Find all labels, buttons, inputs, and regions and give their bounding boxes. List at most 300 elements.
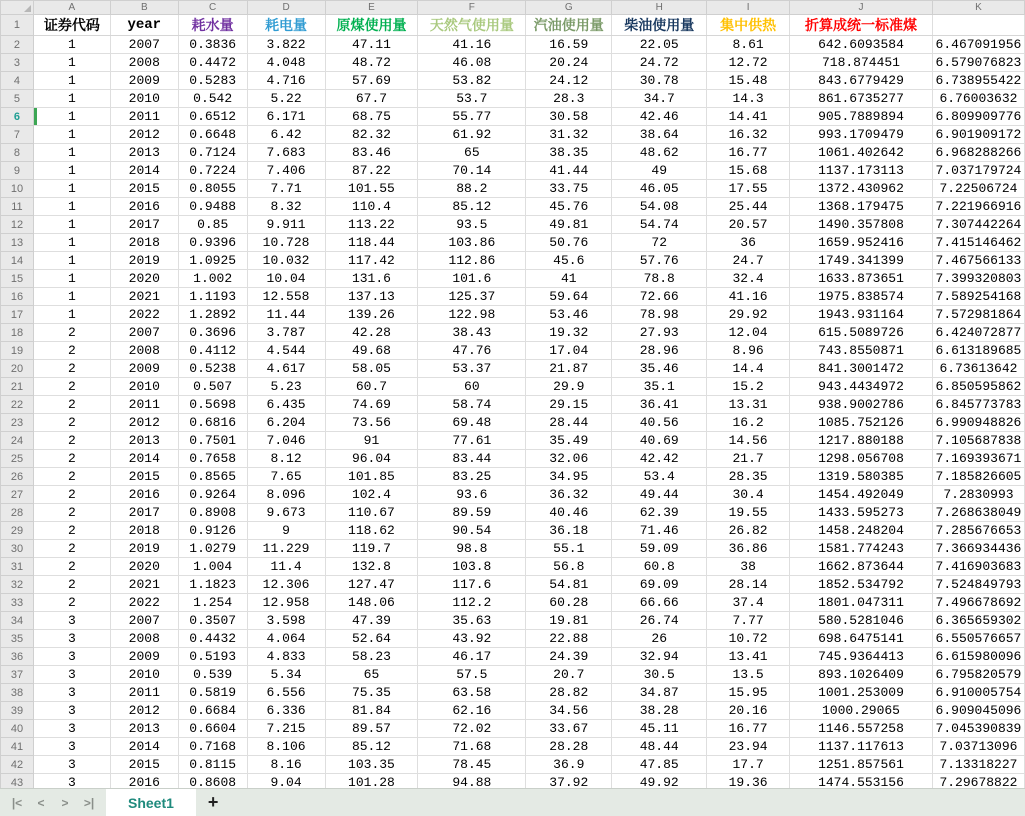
cell[interactable]: 34.7 (612, 90, 707, 108)
prev-sheet-icon[interactable]: < (37, 795, 45, 810)
cell[interactable]: 1 (33, 288, 110, 306)
cell[interactable]: 32.4 (707, 270, 790, 288)
cell[interactable]: 47.76 (418, 342, 526, 360)
cell[interactable]: 9.04 (247, 774, 325, 789)
cell[interactable]: 4.064 (247, 630, 325, 648)
cell[interactable]: 31.32 (526, 126, 612, 144)
cell[interactable]: 35.1 (612, 378, 707, 396)
cell[interactable]: 59.64 (526, 288, 612, 306)
row-header-37[interactable]: 37 (1, 666, 34, 684)
cell[interactable]: 15.2 (707, 378, 790, 396)
cell[interactable]: 19.81 (526, 612, 612, 630)
field-header-cell[interactable]: 柴油使用量 (612, 15, 707, 36)
cell[interactable]: 137.13 (325, 288, 418, 306)
cell[interactable]: 117.42 (325, 252, 418, 270)
cell[interactable]: 41.16 (418, 36, 526, 54)
column-header-f[interactable]: F (418, 1, 526, 15)
cell[interactable]: 0.507 (178, 378, 247, 396)
cell[interactable]: 0.3507 (178, 612, 247, 630)
cell[interactable]: 23.94 (707, 738, 790, 756)
row-header-36[interactable]: 36 (1, 648, 34, 666)
cell[interactable]: 2 (33, 522, 110, 540)
cell[interactable]: 0.7168 (178, 738, 247, 756)
cell[interactable]: 6.336 (247, 702, 325, 720)
cell[interactable]: 81.84 (325, 702, 418, 720)
cell[interactable]: 28.35 (707, 468, 790, 486)
cell[interactable]: 7.105687838 (932, 432, 1024, 450)
cell[interactable]: 0.6684 (178, 702, 247, 720)
cell[interactable]: 73.56 (325, 414, 418, 432)
cell[interactable]: 3 (33, 720, 110, 738)
cell[interactable]: 52.64 (325, 630, 418, 648)
cell[interactable]: 2015 (110, 180, 178, 198)
cell[interactable]: 59.09 (612, 540, 707, 558)
add-sheet-button[interactable]: + (207, 792, 219, 812)
cell[interactable]: 7.22506724 (932, 180, 1024, 198)
cell[interactable]: 5.23 (247, 378, 325, 396)
cell[interactable]: 1975.838574 (790, 288, 933, 306)
cell[interactable]: 53.7 (418, 90, 526, 108)
cell[interactable]: 122.98 (418, 306, 526, 324)
cell[interactable]: 16.32 (707, 126, 790, 144)
cell[interactable]: 10.72 (707, 630, 790, 648)
row-header-21[interactable]: 21 (1, 378, 34, 396)
cell[interactable]: 37.92 (526, 774, 612, 789)
cell[interactable]: 132.8 (325, 558, 418, 576)
cell[interactable]: 13.31 (707, 396, 790, 414)
row-header-5[interactable]: 5 (1, 90, 34, 108)
cell[interactable]: 19.55 (707, 504, 790, 522)
cell[interactable]: 127.47 (325, 576, 418, 594)
row-header-25[interactable]: 25 (1, 450, 34, 468)
cell[interactable]: 33.67 (526, 720, 612, 738)
cell[interactable]: 6.171 (247, 108, 325, 126)
cell[interactable]: 53.82 (418, 72, 526, 90)
cell[interactable]: 6.809909776 (932, 108, 1024, 126)
cell[interactable]: 28.44 (526, 414, 612, 432)
row-header-10[interactable]: 10 (1, 180, 34, 198)
cell[interactable]: 60 (418, 378, 526, 396)
row-header-8[interactable]: 8 (1, 144, 34, 162)
cell[interactable]: 48.44 (612, 738, 707, 756)
cell[interactable]: 53.46 (526, 306, 612, 324)
cell[interactable]: 7.13318227 (932, 756, 1024, 774)
cell[interactable]: 24.12 (526, 72, 612, 90)
cell[interactable]: 7.366934436 (932, 540, 1024, 558)
cell[interactable]: 938.9002786 (790, 396, 933, 414)
cell[interactable]: 7.268638049 (932, 504, 1024, 522)
cell[interactable]: 0.8055 (178, 180, 247, 198)
field-header-cell[interactable]: 汽油使用量 (526, 15, 612, 36)
cell[interactable]: 110.67 (325, 504, 418, 522)
cell[interactable]: 7.77 (707, 612, 790, 630)
cell[interactable]: 1454.492049 (790, 486, 933, 504)
cell[interactable]: 5.34 (247, 666, 325, 684)
cell[interactable]: 0.8908 (178, 504, 247, 522)
cell[interactable]: 2 (33, 432, 110, 450)
cell[interactable]: 10.04 (247, 270, 325, 288)
cell[interactable]: 3 (33, 630, 110, 648)
row-header-11[interactable]: 11 (1, 198, 34, 216)
field-header-cell[interactable]: 证券代码 (33, 15, 110, 36)
cell[interactable]: 2009 (110, 72, 178, 90)
cell[interactable]: 7.29678822 (932, 774, 1024, 789)
cell[interactable]: 36.41 (612, 396, 707, 414)
cell[interactable]: 2014 (110, 738, 178, 756)
cell[interactable]: 9.673 (247, 504, 325, 522)
cell[interactable]: 28.82 (526, 684, 612, 702)
column-header-b[interactable]: B (110, 1, 178, 15)
cell[interactable]: 1474.553156 (790, 774, 933, 789)
cell[interactable]: 2015 (110, 468, 178, 486)
cell[interactable]: 14.4 (707, 360, 790, 378)
cell[interactable]: 72 (612, 234, 707, 252)
cell[interactable]: 7.524849793 (932, 576, 1024, 594)
cell[interactable]: 103.35 (325, 756, 418, 774)
cell[interactable]: 0.3836 (178, 36, 247, 54)
cell[interactable]: 2020 (110, 270, 178, 288)
cell[interactable]: 2 (33, 378, 110, 396)
cell[interactable]: 2011 (110, 684, 178, 702)
cell[interactable]: 2016 (110, 486, 178, 504)
cell[interactable]: 2 (33, 396, 110, 414)
row-header-14[interactable]: 14 (1, 252, 34, 270)
cell[interactable]: 2013 (110, 720, 178, 738)
cell[interactable]: 70.14 (418, 162, 526, 180)
cell[interactable]: 58.74 (418, 396, 526, 414)
cell[interactable]: 3 (33, 756, 110, 774)
cell[interactable]: 7.71 (247, 180, 325, 198)
cell[interactable]: 2016 (110, 198, 178, 216)
cell[interactable]: 3 (33, 738, 110, 756)
cell[interactable]: 57.76 (612, 252, 707, 270)
cell[interactable]: 6.467091956 (932, 36, 1024, 54)
cell[interactable]: 2007 (110, 36, 178, 54)
cell[interactable]: 85.12 (418, 198, 526, 216)
cell[interactable]: 1 (33, 162, 110, 180)
cell[interactable]: 40.56 (612, 414, 707, 432)
cell[interactable]: 2020 (110, 558, 178, 576)
next-sheet-icon[interactable]: > (61, 795, 69, 810)
cell[interactable]: 642.6093584 (790, 36, 933, 54)
cell[interactable]: 7.285676653 (932, 522, 1024, 540)
cell[interactable]: 0.7658 (178, 450, 247, 468)
cell[interactable]: 1 (33, 90, 110, 108)
cell[interactable]: 4.617 (247, 360, 325, 378)
cell[interactable]: 841.3001472 (790, 360, 933, 378)
select-all-corner[interactable] (1, 1, 34, 15)
cell[interactable]: 1061.402642 (790, 144, 933, 162)
row-header-33[interactable]: 33 (1, 594, 34, 612)
cell[interactable]: 42.46 (612, 108, 707, 126)
cell[interactable]: 1749.341399 (790, 252, 933, 270)
row-header-6[interactable]: 6 (1, 108, 34, 126)
cell[interactable]: 1 (33, 180, 110, 198)
cell[interactable]: 6.738955422 (932, 72, 1024, 90)
cell[interactable]: 20.7 (526, 666, 612, 684)
cell[interactable]: 47.11 (325, 36, 418, 54)
cell[interactable]: 0.5283 (178, 72, 247, 90)
row-header-31[interactable]: 31 (1, 558, 34, 576)
row-header-40[interactable]: 40 (1, 720, 34, 738)
field-header-cell[interactable]: year (110, 15, 178, 36)
cell[interactable]: 0.8115 (178, 756, 247, 774)
cell[interactable]: 60.28 (526, 594, 612, 612)
last-sheet-icon[interactable]: >| (83, 795, 95, 810)
cell[interactable]: 5.22 (247, 90, 325, 108)
cell[interactable]: 1 (33, 234, 110, 252)
cell[interactable]: 28.3 (526, 90, 612, 108)
cell[interactable]: 6.435 (247, 396, 325, 414)
row-header-20[interactable]: 20 (1, 360, 34, 378)
column-header-k[interactable]: K (932, 1, 1024, 15)
cell[interactable]: 1.1823 (178, 576, 247, 594)
cell[interactable]: 69.48 (418, 414, 526, 432)
row-header-41[interactable]: 41 (1, 738, 34, 756)
field-header-cell[interactable]: 集中供热 (707, 15, 790, 36)
cell[interactable]: 26.82 (707, 522, 790, 540)
cell[interactable]: 2 (33, 450, 110, 468)
row-header-9[interactable]: 9 (1, 162, 34, 180)
cell[interactable]: 54.74 (612, 216, 707, 234)
cell[interactable]: 69.09 (612, 576, 707, 594)
cell[interactable]: 0.8565 (178, 468, 247, 486)
cell[interactable]: 6.73613642 (932, 360, 1024, 378)
cell[interactable]: 943.4434972 (790, 378, 933, 396)
cell[interactable]: 1137.117613 (790, 738, 933, 756)
cell[interactable]: 56.8 (526, 558, 612, 576)
cell[interactable]: 0.7224 (178, 162, 247, 180)
field-header-cell[interactable] (932, 15, 1024, 36)
cell[interactable]: 6.901909172 (932, 126, 1024, 144)
cell[interactable]: 67.7 (325, 90, 418, 108)
cell[interactable]: 62.39 (612, 504, 707, 522)
cell[interactable]: 2008 (110, 342, 178, 360)
cell[interactable]: 29.15 (526, 396, 612, 414)
cell[interactable]: 2 (33, 360, 110, 378)
cell[interactable]: 30.4 (707, 486, 790, 504)
cell[interactable]: 110.4 (325, 198, 418, 216)
cell[interactable]: 7.215 (247, 720, 325, 738)
cell[interactable]: 3 (33, 774, 110, 789)
cell[interactable]: 2018 (110, 522, 178, 540)
column-header-d[interactable]: D (247, 1, 325, 15)
row-header-12[interactable]: 12 (1, 216, 34, 234)
row-header-24[interactable]: 24 (1, 432, 34, 450)
cell[interactable]: 101.28 (325, 774, 418, 789)
cell[interactable]: 698.6475141 (790, 630, 933, 648)
cell[interactable]: 7.221966916 (932, 198, 1024, 216)
row-header-35[interactable]: 35 (1, 630, 34, 648)
cell[interactable]: 42.42 (612, 450, 707, 468)
cell[interactable]: 88.2 (418, 180, 526, 198)
cell[interactable]: 6.556 (247, 684, 325, 702)
cell[interactable]: 1137.173113 (790, 162, 933, 180)
cell[interactable]: 7.046 (247, 432, 325, 450)
cell[interactable]: 43.92 (418, 630, 526, 648)
cell[interactable]: 6.424072877 (932, 324, 1024, 342)
cell[interactable]: 13.5 (707, 666, 790, 684)
cell[interactable]: 36.32 (526, 486, 612, 504)
row-header-13[interactable]: 13 (1, 234, 34, 252)
row-header-7[interactable]: 7 (1, 126, 34, 144)
cell[interactable]: 53.4 (612, 468, 707, 486)
cell[interactable]: 1368.179475 (790, 198, 933, 216)
cell[interactable]: 718.874451 (790, 54, 933, 72)
cell[interactable]: 38.28 (612, 702, 707, 720)
cell[interactable]: 11.229 (247, 540, 325, 558)
cell[interactable]: 33.75 (526, 180, 612, 198)
cell[interactable]: 60.7 (325, 378, 418, 396)
cell[interactable]: 48.62 (612, 144, 707, 162)
cell[interactable]: 131.6 (325, 270, 418, 288)
cell[interactable]: 2011 (110, 396, 178, 414)
cell[interactable]: 22.05 (612, 36, 707, 54)
column-header-c[interactable]: C (178, 1, 247, 15)
cell[interactable]: 30.5 (612, 666, 707, 684)
row-header-16[interactable]: 16 (1, 288, 34, 306)
cell[interactable]: 78.8 (612, 270, 707, 288)
cell[interactable]: 8.96 (707, 342, 790, 360)
cell[interactable]: 1433.595273 (790, 504, 933, 522)
cell[interactable]: 8.106 (247, 738, 325, 756)
cell[interactable]: 2013 (110, 432, 178, 450)
cell[interactable]: 4.833 (247, 648, 325, 666)
cell[interactable]: 1659.952416 (790, 234, 933, 252)
cell[interactable]: 1943.931164 (790, 306, 933, 324)
cell[interactable]: 36.9 (526, 756, 612, 774)
cell[interactable]: 14.3 (707, 90, 790, 108)
cell[interactable]: 580.5281046 (790, 612, 933, 630)
cell[interactable]: 68.75 (325, 108, 418, 126)
row-header-19[interactable]: 19 (1, 342, 34, 360)
cell[interactable]: 93.6 (418, 486, 526, 504)
cell[interactable]: 993.1709479 (790, 126, 933, 144)
cell[interactable]: 46.05 (612, 180, 707, 198)
cell[interactable]: 35.46 (612, 360, 707, 378)
cell[interactable]: 0.539 (178, 666, 247, 684)
cell[interactable]: 112.2 (418, 594, 526, 612)
cell[interactable]: 125.37 (418, 288, 526, 306)
cell[interactable]: 7.185826605 (932, 468, 1024, 486)
cell[interactable]: 0.7124 (178, 144, 247, 162)
column-header-g[interactable]: G (526, 1, 612, 15)
cell[interactable]: 66.66 (612, 594, 707, 612)
cell[interactable]: 6.76003632 (932, 90, 1024, 108)
cell[interactable]: 6.550576657 (932, 630, 1024, 648)
cell[interactable]: 2009 (110, 648, 178, 666)
cell[interactable]: 2021 (110, 576, 178, 594)
cell[interactable]: 2 (33, 468, 110, 486)
cell[interactable]: 90.54 (418, 522, 526, 540)
cell[interactable]: 83.44 (418, 450, 526, 468)
cell[interactable]: 14.56 (707, 432, 790, 450)
cell[interactable]: 2022 (110, 306, 178, 324)
column-header-j[interactable]: J (790, 1, 933, 15)
cell[interactable]: 103.8 (418, 558, 526, 576)
cell[interactable]: 57.5 (418, 666, 526, 684)
cell[interactable]: 2018 (110, 234, 178, 252)
cell[interactable]: 20.57 (707, 216, 790, 234)
cell[interactable]: 1000.29065 (790, 702, 933, 720)
cell[interactable]: 2016 (110, 774, 178, 789)
cell[interactable]: 71.46 (612, 522, 707, 540)
cell[interactable]: 53.37 (418, 360, 526, 378)
cell[interactable]: 54.81 (526, 576, 612, 594)
cell[interactable]: 3.787 (247, 324, 325, 342)
cell[interactable]: 19.32 (526, 324, 612, 342)
cell[interactable]: 0.9126 (178, 522, 247, 540)
cell[interactable]: 72.02 (418, 720, 526, 738)
cell[interactable]: 2014 (110, 162, 178, 180)
row-header-29[interactable]: 29 (1, 522, 34, 540)
cell[interactable]: 0.5238 (178, 360, 247, 378)
cell[interactable]: 112.86 (418, 252, 526, 270)
cell[interactable]: 16.59 (526, 36, 612, 54)
cell[interactable]: 1490.357808 (790, 216, 933, 234)
cell[interactable]: 41.16 (707, 288, 790, 306)
cell[interactable]: 6.968288266 (932, 144, 1024, 162)
cell[interactable]: 2008 (110, 630, 178, 648)
cell[interactable]: 8.096 (247, 486, 325, 504)
cell[interactable]: 24.7 (707, 252, 790, 270)
cell[interactable]: 905.7889894 (790, 108, 933, 126)
cell[interactable]: 87.22 (325, 162, 418, 180)
cell[interactable]: 77.61 (418, 432, 526, 450)
cell[interactable]: 40.69 (612, 432, 707, 450)
cell[interactable]: 2019 (110, 540, 178, 558)
cell[interactable]: 3 (33, 702, 110, 720)
cell[interactable]: 1 (33, 198, 110, 216)
cell[interactable]: 2008 (110, 54, 178, 72)
cell[interactable]: 20.24 (526, 54, 612, 72)
field-header-cell[interactable]: 折算成统一标准煤 (790, 15, 933, 36)
cell[interactable]: 0.6604 (178, 720, 247, 738)
cell[interactable]: 2 (33, 342, 110, 360)
cell[interactable]: 7.65 (247, 468, 325, 486)
cell[interactable]: 75.35 (325, 684, 418, 702)
cell[interactable]: 12.306 (247, 576, 325, 594)
cell[interactable]: 49.92 (612, 774, 707, 789)
cell[interactable]: 2019 (110, 252, 178, 270)
cell[interactable]: 7.467566133 (932, 252, 1024, 270)
cell[interactable]: 0.6648 (178, 126, 247, 144)
cell[interactable]: 15.68 (707, 162, 790, 180)
cell[interactable]: 0.4472 (178, 54, 247, 72)
cell[interactable]: 1 (33, 270, 110, 288)
cell[interactable]: 42.28 (325, 324, 418, 342)
cell[interactable]: 65 (418, 144, 526, 162)
cell[interactable]: 30.58 (526, 108, 612, 126)
cell[interactable]: 2014 (110, 450, 178, 468)
row-header-30[interactable]: 30 (1, 540, 34, 558)
cell[interactable]: 2011 (110, 108, 178, 126)
cell[interactable]: 40.46 (526, 504, 612, 522)
cell[interactable]: 3 (33, 648, 110, 666)
cell[interactable]: 2022 (110, 594, 178, 612)
cell[interactable]: 62.16 (418, 702, 526, 720)
cell[interactable]: 3 (33, 612, 110, 630)
cell[interactable]: 28.28 (526, 738, 612, 756)
cell[interactable]: 58.05 (325, 360, 418, 378)
cell[interactable]: 48.72 (325, 54, 418, 72)
row-header-28[interactable]: 28 (1, 504, 34, 522)
cell[interactable]: 34.87 (612, 684, 707, 702)
cell[interactable]: 36.86 (707, 540, 790, 558)
cell[interactable]: 148.06 (325, 594, 418, 612)
row-header-23[interactable]: 23 (1, 414, 34, 432)
cell[interactable]: 0.6512 (178, 108, 247, 126)
